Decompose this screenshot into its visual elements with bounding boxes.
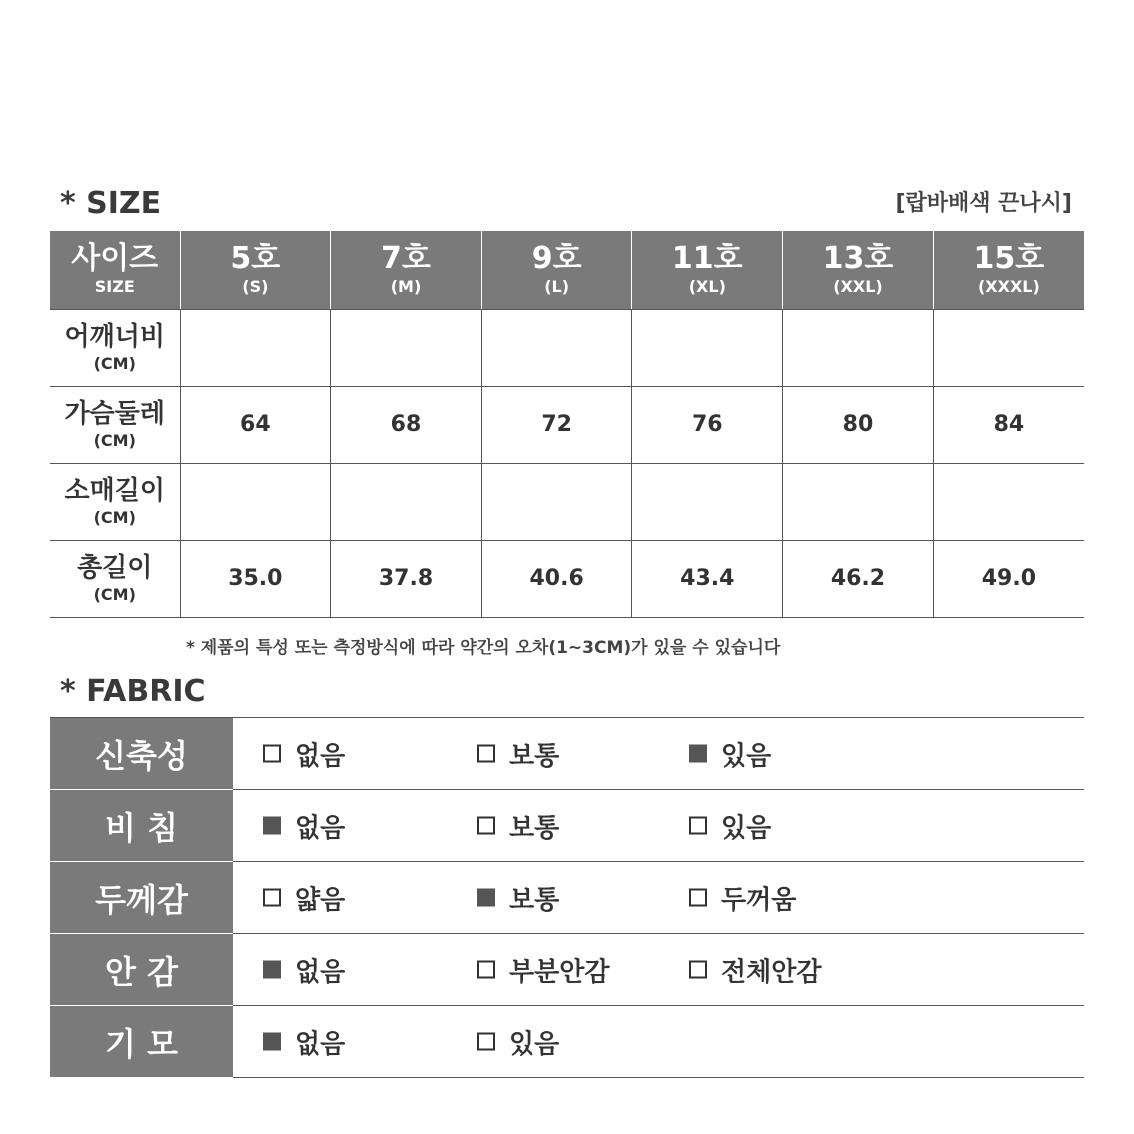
fabric-option [689,807,771,844]
checkbox-icon [477,1033,495,1051]
option-label: 없음 [295,741,346,771]
row-label-cell [50,463,180,540]
option-label: 보통 [509,813,560,843]
size-code: (S) [242,276,269,296]
option-label: 얇음 [295,885,346,915]
value-cell [331,463,482,540]
size-name: 9호 [531,240,582,276]
measurement-row-chest [50,386,1084,463]
size-name: 15호 [973,240,1045,276]
value-cell [331,309,482,386]
value-cell: 64 [180,386,331,463]
value-cell [933,309,1084,386]
checkbox-icon [263,1033,281,1051]
fabric-option [477,879,559,916]
value-cell [783,463,934,540]
size-name: 11호 [671,240,743,276]
size-code: (M) [390,276,422,296]
value-cell: 46.2 [783,540,934,617]
option-label: 있음 [509,1029,560,1059]
row-unit: (CM) [93,430,136,450]
value-cell [481,309,632,386]
row-unit: (CM) [93,507,136,527]
checkbox-icon [477,745,495,763]
fabric-row-lining [50,934,1084,1006]
fabric-options [233,718,1084,790]
checkbox-icon [263,817,281,835]
measurement-row-length [50,540,1084,617]
option-label: 부분안감 [509,957,610,987]
value-cell [933,463,1084,540]
value-cell: 43.4 [632,540,783,617]
fabric-option [263,1023,345,1060]
row-label: 어깨너비 [64,321,165,352]
measurement-note: * 제품의 특성 또는 측정방식에 따라 약간의 오차(1~3CM)가 있을 수 있습니다 [186,638,781,658]
checkbox-icon [477,961,495,979]
option-label: 보통 [509,885,560,915]
value-cell [180,309,331,386]
fabric-section-title: * FABRIC [60,674,206,709]
option-label: 있음 [721,813,772,843]
fabric-label: 두께감 [50,862,233,934]
fabric-option [263,879,345,916]
option-label: 없음 [295,1029,346,1059]
size-header-label [50,231,180,309]
fabric-options [233,790,1084,862]
checkbox-icon [263,889,281,907]
fabric-row-brushed [50,1006,1084,1078]
fabric-option [477,735,559,772]
option-label: 없음 [295,813,346,843]
value-cell: 35.0 [180,540,331,617]
fabric-option [477,807,559,844]
size-header-cell [632,231,783,309]
row-label-cell [50,540,180,617]
fabric-option [477,1023,559,1060]
value-cell [632,309,783,386]
fabric-options [233,1006,1084,1078]
fabric-label: 기 모 [50,1006,233,1078]
option-label: 있음 [721,741,772,771]
checkbox-icon [689,817,707,835]
fabric-option [263,951,345,988]
option-label: 전체안감 [721,957,822,987]
size-name: 5호 [230,240,281,276]
checkbox-icon [689,745,707,763]
size-code: (XXL) [833,276,883,296]
fabric-label: 신축성 [50,718,233,790]
fabric-label: 안 감 [50,934,233,1006]
option-label: 두꺼움 [721,885,797,915]
checkbox-icon [263,745,281,763]
fabric-row-thickness [50,862,1084,934]
size-header-cell [933,231,1084,309]
checkbox-icon [477,817,495,835]
option-label: 보통 [509,741,560,771]
checkbox-icon [477,889,495,907]
fabric-option [263,735,345,772]
size-header-cell [180,231,331,309]
value-cell [180,463,331,540]
size-header-label-main: 사이즈 [71,240,159,276]
value-cell [632,463,783,540]
fabric-option [689,951,821,988]
row-label-cell [50,386,180,463]
row-label: 소매길이 [64,475,165,506]
fabric-option [477,951,609,988]
fabric-label: 비 침 [50,790,233,862]
checkbox-icon [689,889,707,907]
size-table [50,231,1084,618]
row-label: 총길이 [77,552,153,583]
size-code: (XXXL) [977,276,1040,296]
value-cell: 80 [783,386,934,463]
value-cell: 84 [933,386,1084,463]
value-cell: 68 [331,386,482,463]
size-code: (L) [544,276,570,296]
checkbox-icon [689,961,707,979]
fabric-option [689,879,796,916]
size-header-cell [783,231,934,309]
size-header-cell [331,231,482,309]
row-unit: (CM) [93,584,136,604]
fabric-table [50,717,1084,1078]
option-label: 없음 [295,957,346,987]
value-cell: 49.0 [933,540,1084,617]
size-name: 7호 [381,240,431,276]
value-cell: 37.8 [331,540,482,617]
fabric-row-sheerness [50,790,1084,862]
size-code: (XL) [688,276,726,296]
fabric-option [689,735,771,772]
measurement-row-sleeve [50,463,1084,540]
row-unit: (CM) [93,353,136,373]
product-name: [랍바배색 끈나시] [895,191,1072,216]
measurement-row-shoulder [50,309,1084,386]
fabric-option [263,807,345,844]
value-cell: 72 [481,386,632,463]
value-cell [783,309,934,386]
size-header-cell [481,231,632,309]
value-cell: 40.6 [481,540,632,617]
checkbox-icon [263,961,281,979]
value-cell: 76 [632,386,783,463]
row-label-cell [50,309,180,386]
fabric-row-stretch [50,718,1084,790]
value-cell [481,463,632,540]
size-name: 13호 [822,240,894,276]
size-header-label-sub: SIZE [94,276,135,296]
size-section-title: * SIZE [60,186,162,221]
fabric-options [233,862,1084,934]
fabric-options [233,934,1084,1006]
row-label: 가슴둘레 [64,398,165,429]
size-header-row [50,231,1084,309]
